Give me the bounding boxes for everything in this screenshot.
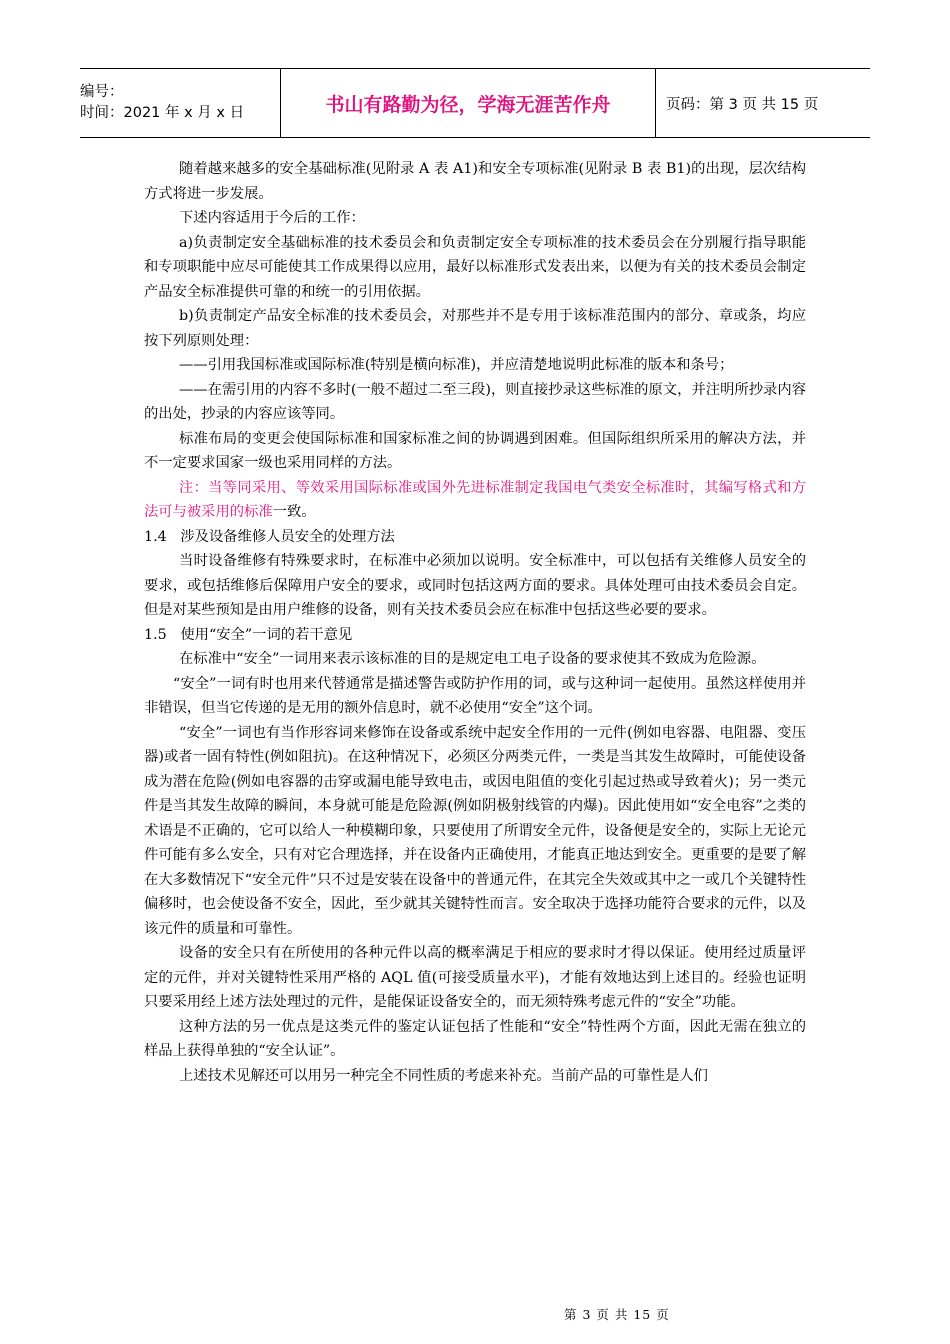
- paragraph: 上述技术见解还可以用另一种完全不同性质的考虑来补充。当前产品的可靠性是人们: [179, 1067, 708, 1084]
- document-date-label: 时间：2021 年 x 月 x 日: [80, 105, 245, 121]
- paragraph: 当时设备维修有特殊要求时，在标准中必须加以说明。安全标准中，可以包括有关维修人员安全的要求，或包括维修后保障用户安全的要求，或同时包括这两方面的要求。具体处理可由技术委员会自定。但是对某些预知是由用户维修的设备，则有关技术委员会应在标准中包括这些必要的要求。: [144, 553, 806, 618]
- note-tail: 一致。: [272, 504, 316, 520]
- paragraph: “安全”一词有时也用来代替通常是描述警告或防护作用的词，或与这种词一起使用。虽然这样使用并非错误，但当它传递的是无用的额外信息时，就不必使用“安全”这个词。: [144, 675, 806, 716]
- header-left-cell: [80, 69, 280, 137]
- paragraph: 下述内容适用于今后的工作：: [179, 210, 365, 226]
- header-motto-cell: [280, 69, 656, 137]
- paragraph: 在标准中“安全”一词用来表示该标准的目的是规定电工电子设备的要求使其不致成为危险源。: [179, 651, 766, 667]
- section-heading-1-5: 1.5 使用“安全”一词的若干意见: [144, 626, 353, 643]
- paragraph: “安全”一词也有当作形容词来修饰在设备或系统中起安全作用的一元件(例如电容器、电阻器、变压器)或者一固有特性(例如阻抗)。在这种情况下，必须区分两类元件，一类是当其发生故障时，可能使设备成为潜在危险(例如电容器的击穿或漏电能导致电击，或因电阻值的变化引起过热或导致着火)；另一类元件是当其发生故障的瞬间，本身就可能是危险源(例如阴极射线管的内爆)。因此使用如“安全电容”之类的术语是不正确的，它可以给人一种模糊印象，只要使用了所谓安全元件，设备便是安全的，实际上无论元件可能有多么安全，只有对它合理选择，并在设备内正确使用，才能真正地达到安全。更重要的是要了解在大多数情况下“安全元件”只不过是安装在设备中的普通元件，在其完全失效或其中之一或几个关键特性偏移时，也会使设备不安全，因此，至少就其关键特性而言。安全取决于选择功能符合要求的元件，以及该元件的质量和可靠性。: [144, 724, 806, 937]
- page-header: [80, 68, 870, 138]
- note-paragraph: [144, 476, 806, 525]
- list-item-a: a)负责制定安全基础标准的技术委员会和负责制定安全专项标准的技术委员会在分别履行指导职能和专项职能中应尽可能使其工作成果得以应用，最好以标准形式发表出来，以便为有关的技术委员会制定产品安全标准提供可靠的和统一的引用依据。: [144, 234, 806, 300]
- paragraph: 标准布局的变更会使国际标准和国家标准之间的协调遇到困难。但国际组织所采用的解决方法，并不一定要求国家一级也采用同样的方法。: [144, 430, 806, 471]
- header-page-info: 页码：第 3 页 共 15 页: [666, 96, 819, 113]
- dash-item: ——引用我国标准或国际标准(特别是横向标准)，并应清楚地说明此标准的版本和条号；: [179, 357, 734, 373]
- paragraph: 设备的安全只有在所使用的各种元件以高的概率满足于相应的要求时才得以保证。使用经过质量评定的元件，并对关键特性采用严格的 AQL 值(可接受质量水平)，才能有效地达到上述目的。经验也证明只要采用经上述方法处理过的元件，是能保证设备安全的，而无须特殊考虑元件的“安全”功能。: [144, 945, 806, 1010]
- section-heading-1-4: 1.4 涉及设备维修人员安全的处理方法: [144, 528, 395, 545]
- paragraph: 这种方法的另一优点是这类元件的鉴定认证包括了性能和“安全”特性两个方面，因此无需在独立的样品上获得单独的“安全认证”。: [144, 1018, 806, 1059]
- dash-item: ——在需引用的内容不多时(一般不超过二至三段)，则直接抄录这些标准的原文，并注明所抄录内容的出处，抄录的内容应该等同。: [144, 381, 806, 422]
- list-item-b: b)负责制定产品安全标准的技术委员会，对那些并不是专用于该标准范围内的部分、章或条，均应按下列原则处理：: [144, 308, 806, 349]
- document-number-label: 编号：: [80, 84, 124, 100]
- header-page-cell: [656, 69, 870, 137]
- document-body: [144, 157, 806, 1088]
- header-motto: 书山有路勤为径，学海无涯苦作舟: [325, 93, 611, 116]
- paragraph: 随着越来越多的安全基础标准(见附录 A 表 A1)和安全专项标准(见附录 B 表 B1)的出现，层次结构方式将进一步发展。: [144, 161, 806, 202]
- page-footer: 第 3 页 共 15 页: [564, 1307, 670, 1322]
- note-text: 注：当等同采用、等效采用国际标准或国外先进标准制定我国电气类安全标准时，其编写格式和方法可与被采用的标准: [144, 479, 806, 520]
